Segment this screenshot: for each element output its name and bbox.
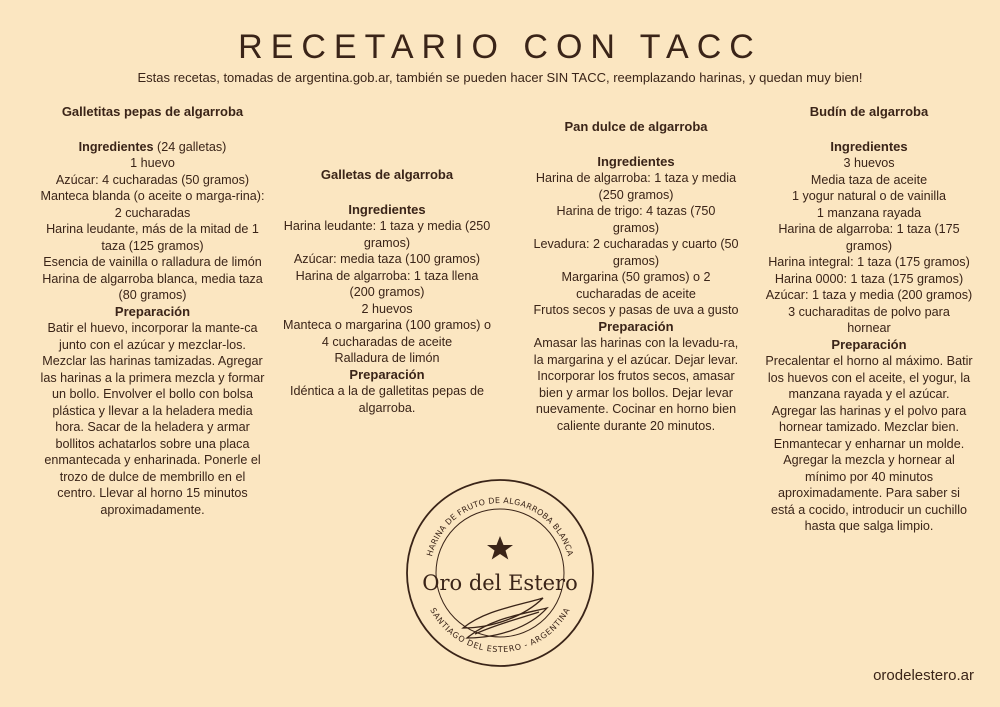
- page-subtitle: Estas recetas, tomadas de argentina.gob.ar, también se pueden hacer SIN TACC, reemplazando harinas, y quedan muy bien!: [137, 70, 863, 85]
- ingredient: 1 manzana rayada: [816, 205, 922, 220]
- seal-brand: Oro del Estero: [422, 571, 578, 595]
- ingredient: 3 cucharaditas de polvo para hornear: [788, 304, 950, 335]
- ingredients-note: (24 galletas): [153, 139, 227, 154]
- ingredient: Frutos secos y pasas de uva a gusto: [533, 303, 739, 317]
- seal-top-text: HARINA DE FRUTO DE ALGARROBA BLANCA: [425, 495, 575, 558]
- ingredient: Harina de algarroba: 1 taza llena (200 gramos): [295, 268, 479, 299]
- ingredient: 3 huevos: [843, 156, 895, 170]
- ingredient: 1 yogur natural o de vainilla: [791, 189, 947, 203]
- ingredient: Margarina (50 gramos) o 2 cucharadas de aceite: [561, 270, 711, 301]
- recipe-pepas: [40, 104, 265, 518]
- recipe-title: Pan dulce de algarroba: [564, 119, 708, 134]
- ingredients-heading: Ingredientes: [348, 201, 426, 217]
- star-icon: [487, 536, 513, 560]
- ingredient: 1 huevo: [130, 156, 175, 170]
- recipe-title: Galletitas pepas de algarroba: [61, 104, 244, 119]
- preparation-text: Batir el huevo, incorporar la mante-ca junto con el azúcar y mezclar-los. Mezclar las harinas tamizadas. Agregar las harinas a la primera mezcla y formar un bollo. Envolver el bollo con bolsa plástica y llevar a la heladera media hora. Sacar de la heladera y armar bollitos achatarlos sobre una placa enmantecada y enharinada. Ponerle el trozo de dulce de membrillo en el centro. Llevar al horno 15 minutos aproximadamente.: [40, 321, 265, 517]
- ingredient: Manteca blanda (o aceite o marga-rina): 2 cucharadas: [40, 189, 265, 220]
- ingredients-heading: Ingredientes: [78, 139, 154, 154]
- preparation-text: Amasar las harinas con la levadu-ra, la margarina y el azúcar. Dejar levar. Incorporar los frutos secos, amasar bien y armar los bollos. Dejar levar nuevamente. Cocinar en horno bien caliente durante 20 minutos.: [533, 336, 739, 433]
- preparation-text: Idéntica a la de galletitas pepas de algarroba.: [290, 384, 484, 415]
- ingredient: Levadura: 2 cucharadas y cuarto (50 gramos): [533, 237, 739, 268]
- ingredient: Harina leudante, más de la mitad de 1 taza (125 gramos): [46, 222, 259, 253]
- ingredient: Azúcar: 4 cucharadas (50 gramos): [55, 172, 250, 187]
- brand-seal: [405, 478, 595, 668]
- ingredients-heading-line: [40, 139, 265, 156]
- ingredients-heading: Ingredientes: [830, 138, 908, 154]
- ingredient: Harina leudante: 1 taza y media (250 gramos): [283, 219, 491, 250]
- ingredient: Harina de algarroba: 1 taza y media (250 gramos): [535, 171, 737, 202]
- recipe-galletas: [282, 167, 492, 416]
- ingredient: 2 huevos: [361, 301, 413, 316]
- ingredient: Harina de trigo: 4 tazas (750 gramos): [556, 204, 716, 235]
- ingredient: Esencia de vainilla o ralladura de limón: [43, 255, 262, 269]
- page-title: RECETARIO CON TACC: [238, 28, 762, 66]
- ingredient: Ralladura de limón: [334, 351, 440, 365]
- recipe-title: Galletas de algarroba: [320, 167, 454, 182]
- carob-pod-icon: [463, 598, 547, 638]
- ingredient: Media taza de aceite: [810, 172, 928, 187]
- ingredient: Manteca o margarina (100 gramos) o 4 cucharadas de aceite: [283, 318, 491, 349]
- ingredient: Azúcar: 1 taza y media (200 gramos): [765, 288, 973, 302]
- seal-bottom-text: SANTIAGO DEL ESTERO - ARGENTINA: [428, 606, 572, 654]
- preparation-heading: Preparación: [831, 336, 907, 352]
- recipe-title: Budín de algarroba: [809, 104, 929, 119]
- ingredient: Harina de algarroba blanca, media taza (80 gramos): [42, 271, 263, 302]
- ingredient: Azúcar: media taza (100 gramos): [293, 252, 481, 266]
- ingredient: Harina integral: 1 taza (175 gramos): [768, 255, 970, 269]
- preparation-heading: Preparación: [349, 366, 425, 382]
- recipe-budin: [765, 104, 973, 535]
- preparation-heading: Preparación: [598, 318, 674, 334]
- preparation-text: Precalentar el horno al máximo. Batir los huevos con el aceite, el yogur, la manzana rayada y el azúcar. Agregar las harinas y el polvo para hornear tamizado. Mezclar bien. Enmantecar y enharnar un molde. Agregar la mezcla y hornear al mínimo por 40 minutos aproximadamente. Para saber si está a cocido, introducir un cuchillo hasta que salga limpio.: [765, 354, 973, 533]
- recipe-pan-dulce: [533, 119, 739, 434]
- ingredients-heading: Ingredientes: [597, 153, 675, 169]
- website-link[interactable]: orodelestero.ar: [873, 667, 974, 684]
- ingredient: Harina de algarroba: 1 taza (175 gramos): [778, 222, 960, 253]
- ingredient: Harina 0000: 1 taza (175 gramos): [774, 271, 964, 286]
- preparation-heading: Preparación: [114, 303, 191, 319]
